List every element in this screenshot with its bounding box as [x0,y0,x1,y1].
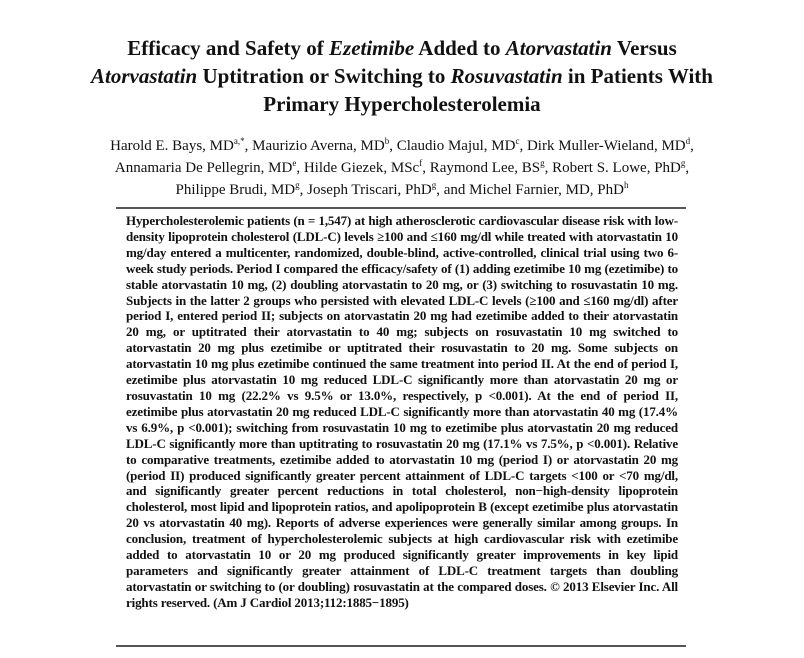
author: Michel Farnier, MD, PhD$^h$ [469,180,629,198]
author: Raymond Lee, $BS^g$, [429,158,553,176]
title-text: Efficacy and Safety of [127,36,330,60]
affiliation-mark: h [623,180,629,190]
article-title [20,34,784,118]
author: Philippe Brudi, $MD^g$, [175,180,308,198]
title-text: Added to [414,36,506,60]
author: Maurizio Averna, $MD^b$, [252,136,397,154]
author: Claudio Majul, $MD^c$, [396,136,527,154]
abstract-text: Hypercholesterolemic patients (n = 1,547) at high atherosclerotic cardiovascular disease risk with low-density lipoprotein cholesterol (LDL-C) levels ≥100 and ≤160 mg/dl while treated with atorvastatin 10 mg/day entered a multicenter, randomized, double-blind, active-controlled, clinical trial using two 6-week study periods. Period I compared the efficacy/safety of (1) adding ezetimibe 10 mg (ezetimibe) to stable atorvastatin 10 mg, (2) doubling atorvastatin to 20 mg, or (3) switching to rosuvastatin 10 mg. Subjects in the latter 2 groups who persisted with elevated LDL-C levels (≥100 and ≤160 mg/dl) after period I, entered period II; subjects on atorvastatin 20 mg had ezetimibe added to their atorvastatin 20 mg, or uptitrated their atorvastatin to 40 mg; subjects on rosuvastatin 10 mg switched to atorvastatin 20 mg plus ezetimibe or uptitrated their rosuvastatin to 20 mg. Some subjects on atorvastatin 10 mg plus ezetimibe continued the same treatment into period II. At the end of period I, ezetimibe plus atorvastatin 10 mg reduced LDL-C significantly more than atorvastatin 20 mg or rosuvastatin 10 mg (22.2% vs 9.5% or 13.0%, respectively, p <0.001). At the end of period II, ezetimibe plus atorvastatin 20 mg reduced LDL-C significantly more than atorvastatin 40 mg (17.4% vs 6.9%, p <0.001); switching from rosuvastatin 10 mg to ezetimibe plus atorvastatin 20 mg reduced LDL-C significantly more than uptitrating to rosuvastatin 20 mg (17.1% vs 7.5%, p <0.001). Relative to comparative treatments, ezetimibe added to atorvastatin 10 mg (period I) or atorvastatin 20 mg (period II) produced significantly greater percent attainment of LDL-C targets <100 or <70 mg/dl, and significantly greater percent reductions in total cholesterol, non−high-density lipoprotein cholesterol, most lipid and lipoprotein ratios, and apolipoprotein B (except ezetimibe plus atorvastatin 20 vs atorvastatin 40 mg). Reports of adverse experiences were generally similar among groups. In conclusion, treatment of hypercholesterolemic subjects at high cardiovascular risk with ezetimibe added to atorvastatin 10 or 20 mg produced significantly greater improvements in key lipid parameters and significantly greater attainment of LDL-C treatment targets than doubling atorvastatin or switching to (or doubling) rosuvastatin at the compared doses. © 2013 Elsevier Inc. All rights reserved. (Am J Cardiol 2013;112:1885−1895) [126,213,678,610]
author: Dirk Muller-Wieland, $MD^d$, [526,136,694,154]
title-text: Primary Hypercholesterolemia [263,92,541,116]
author: Robert S. Lowe, PhD$^g$, [552,158,690,176]
author-list [20,135,784,201]
title-drug-rosuvastatin: Rosuvastatin [450,64,563,88]
title-drug-atorvastatin: Atorvastatin [505,36,612,60]
title-text: in Patients With [562,64,713,88]
affiliation-mark: a,* [233,136,245,146]
affiliation-mark: f [419,158,423,168]
title-text: Versus [612,36,677,60]
affiliation-mark: e [292,158,297,168]
affiliation-mark: b [384,136,390,146]
title-drug-atorvastatin: Atorvastatin [91,64,198,88]
affiliation-mark: d [685,136,691,146]
affiliation-mark: g [540,158,545,168]
author: Joseph Triscari, PhD$^g$, and [307,180,470,198]
affiliation-mark: c [515,136,520,146]
title-drug-ezetimibe: Ezetimibe [329,36,415,60]
abstract-box [116,207,686,647]
affiliation-mark: g [295,180,300,190]
author: Annamaria De Pellegrin, MDe, [114,158,304,176]
affiliation-mark: g [680,158,686,168]
title-text: Uptitration or Switching to [197,64,451,88]
author: Hilde Giezek, MSc$^f$, [303,158,430,176]
author: Harold E. Bays, $MD^{a,*}$, [110,136,253,154]
affiliation-mark: g [431,180,437,190]
